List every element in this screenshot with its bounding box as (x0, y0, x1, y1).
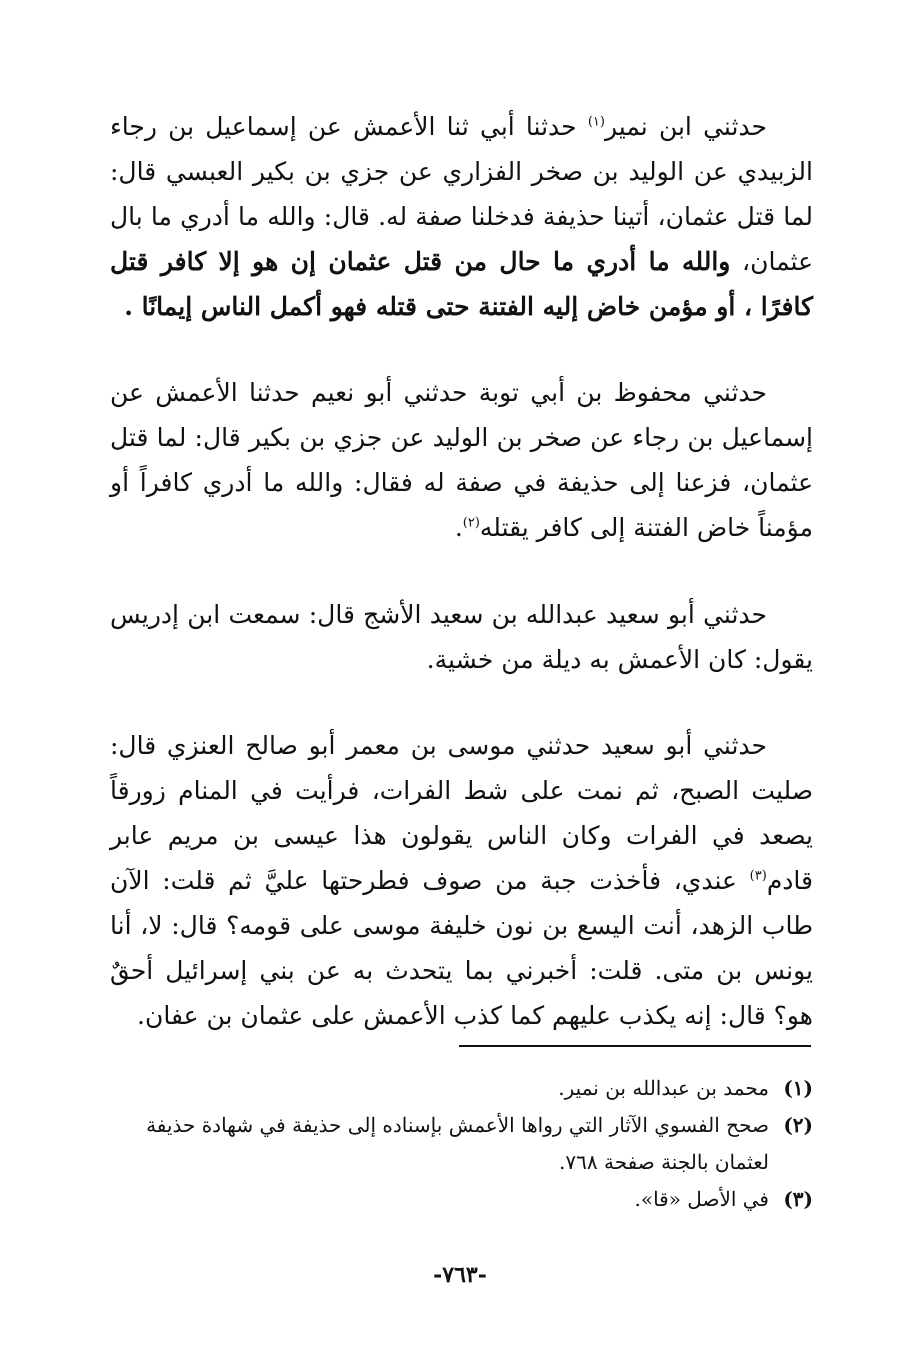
footnote-number: (١) (783, 1076, 813, 1100)
footnote-ref-3: (٣) (749, 868, 767, 884)
paragraph-1-text-b: حدثنا أبي ثنا الأعمش عن إسماعيل بن رجاء الزبيدي عن الوليد بن صخر الفزاري عن جزي بن بكير العبسي قال: لما قتل عثمان، أتينا حذيفة فدخلنا صفة له. قال: والله ما أدري ما بال عثمان، (110, 112, 813, 276)
footnote-text: في الأصل «قا». (634, 1187, 769, 1211)
paragraph-1-text-a: حدثني ابن نمير (604, 112, 767, 141)
paragraph-2-text-b: . (454, 513, 463, 542)
paragraph-1-bold-text: والله ما أدري ما حال من قتل عثمان إن هو إلا كافر قتل كافرًا ، أو مؤمن خاض إليه الفتنة حتى قتله فهو أكمل الناس إيمانًا . (110, 247, 813, 321)
paragraph-2-text-a: حدثني محفوظ بن أبي توبة حدثني أبو نعيم حدثنا الأعمش عن إسماعيل بن رجاء عن صخر بن الوليد عن جزي بن بكير قال: لما قتل عثمان، فزعنا إلى حذيفة في صفة له فقال: والله ما أدري كافراً أو مؤمناً خاض الفتنة إلى كافر يقتله (110, 378, 813, 542)
paragraph-1 (110, 104, 813, 329)
footnote-text: صحح الفسوي الآثار التي رواها الأعمش بإسناده إلى حذيفة في شهادة حذيفة لعثمان بالجنة صفحة ٧٦٨. (146, 1113, 769, 1174)
footnote-ref-2: (٢) (462, 515, 480, 531)
footnote-number: (٣) (783, 1187, 813, 1211)
footnote-number: (٢) (783, 1113, 813, 1137)
footnotes (110, 1070, 813, 1218)
paragraph-2 (110, 370, 813, 550)
footnote-divider (459, 1045, 811, 1047)
paragraph-3-text-a: حدثني أبو سعيد عبدالله بن سعيد الأشج قال: سمعت ابن إدريس يقول: كان الأعمش به ديلة من خشية. (110, 600, 813, 674)
paragraph-4 (110, 723, 813, 1038)
footnote-1 (110, 1070, 813, 1107)
page-number: -٧٦٣- (433, 1262, 487, 1288)
footnote-text: محمد بن عبدالله بن نمير. (558, 1076, 769, 1100)
paragraph-4-text-a: حدثني أبو سعيد حدثني موسى بن معمر أبو صالح العنزي قال: صليت الصبح، ثم نمت على شط الفرات، فرأيت في المنام زورقاً يصعد في الفرات وكان الناس يقولون هذا عيسى بن مريم عابر قادم (110, 731, 813, 895)
footnote-2 (110, 1107, 813, 1181)
paragraph-3 (110, 592, 813, 682)
footnote-3 (110, 1181, 813, 1218)
footnote-ref-1: (١) (587, 114, 605, 130)
paragraph-4-text-b: عندي، فأخذت جبة من صوف فطرحتها عليَّ ثم قلت: الآن طاب الزهد، أنت اليسع بن نون خليفة موسى على قومه؟ قال: لا، أنا يونس بن متى. قلت: أخبرني بما يتحدث به عن بني إسرائيل أحقٌ هو؟ قال: إنه يكذب عليهم كما كذب الأعمش على عثمان بن عفان. (110, 866, 813, 1030)
